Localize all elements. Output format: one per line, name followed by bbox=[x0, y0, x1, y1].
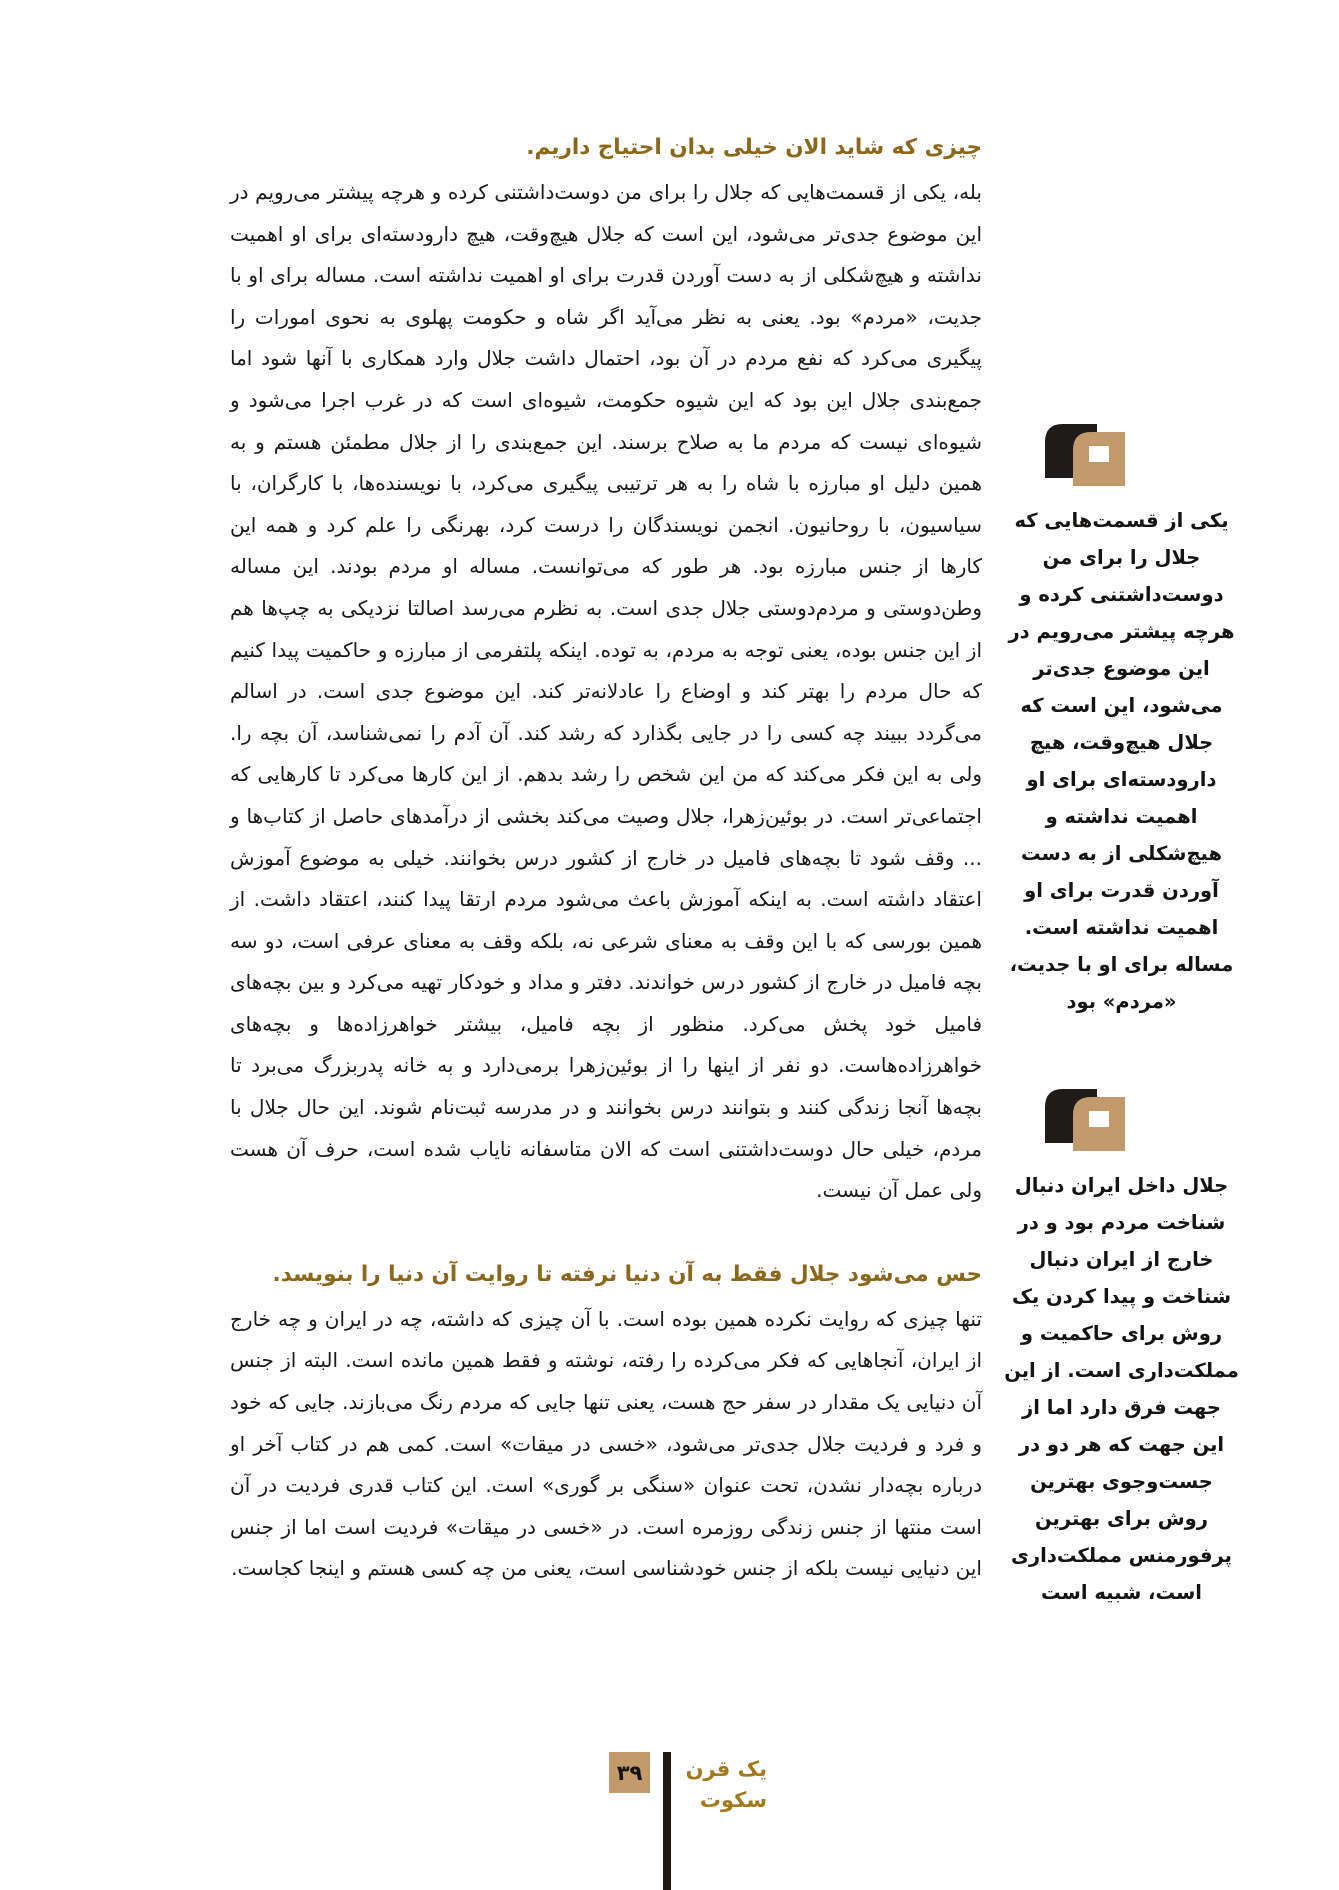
section-body-1: بله، یکی از قسمت‌هایی که جلال را برای من دوست‌داشتنی کرده و هرچه پیشتر می‌رویم در این موضوع جدی‌تر می‌شود، این است که جلال هیچ‌وقت، هیچ دارودسته‌ای برای او اهمیت نداشته و هیچ‌شکلی از به دست آوردن قدرت برای او اهمیت نداشته است. مساله برای او با جدیت، «مردم» بود. یعنی به نظر می‌آید اگر شاه و حکومت پهلوی به نحوی امورات را پیگیری می‌کرد که نفع مردم در آن بود، احتمال داشت جلال وارد همکاری با آنها شود اما جمع‌بندی جلال این بود که این شیوه حکومت، شیوه‌ای است که در غرب اجرا می‌شود و شیوه‌ای نیست که مردم ما به صلاح برسند. این جمع‌بندی را از جلال مطمئن هستم و به همین دلیل او مبارزه با شاه را به هر ترتیبی پیگیری می‌کرد، با نویسنده‌ها، با کارگران، با سیاسیون، با روحانیون. انجمن نویسندگان را درست کرد، بهرنگی را علم کرد و همه این کارها از جنس مبارزه بود. هر طور که می‌توانست. مساله او مردم بودند. این مساله وطن‌دوستی و مردم‌دوستی جلال جدی است. به نظرم می‌رسد اصالتا نزدیکی به چپ‌ها هم از این جنس بوده، یعنی توجه به مردم، به توده. اینکه پلتفرمی از مبارزه و حاکمیت پیدا کنیم که حال مردم را بهتر کند و اوضاع را عادلانه‌تر کند. این موضوع جدی است. در اسالم می‌گردد ببیند چه کسی را در جایی بگذارد که رشد کند. آن آدم را نمی‌شناسد، آن بچه را. ولی به این فکر می‌کند که من این شخص را رشد بدهم. از این کارها می‌کرد تا کارهایی که اجتماعی‌تر است. در بوئین‌زهرا، جلال وصیت می‌کند بخشی از درآمدهای حاصل از کتاب‌ها و ... وقف شود تا بچه‌های فامیل در خارج از کشور درس بخوانند. خیلی به موضوع آموزش اعتقاد داشته است. به اینکه آموزش باعث می‌شود مردم ارتقا پیدا کنند، اعتقاد داشت. از همین بورسی که با این وقف به معنای شرعی نه، بلکه وقف به معنای عرفی است، دو سه بچه فامیل در خارج از کشور درس خواندند. دفتر و مداد و خودکار تهیه می‌کرد و بین بچه‌های فامیل خود پخش می‌کرد. منظور از بچه فامیل، بیشتر خواهرزاده‌ها و بچه‌های خواهرزاده‌هاست. دو نفر از اینها را از بوئین‌زهرا برمی‌دارد و به خانه پدربزرگ می‌برد تا بچه‌ها آنجا زندگی کنند و بتوانند درس بخوانند و در مدرسه ثبت‌نام شوند. این حال جلال با مردم، خیلی حال دوست‌داشتنی است که الان متاسفانه نایاب شده است، حرف آن هست ولی عمل آن نیست. bbox=[230, 180, 982, 1203]
pull-quote-1 bbox=[1003, 424, 1240, 1020]
quote-icon bbox=[1045, 1089, 1125, 1151]
quote-icon bbox=[1045, 424, 1125, 486]
magazine-title-line1: یک قرن bbox=[685, 1757, 767, 1781]
pull-quote-text: جلال داخل ایران دنبال شناخت مردم بود و در خارج از ایران دنبال شناخت و پیدا کردن یک روش برای حاکمیت و مملکت‌داری است. از این جهت فرق دارد اما از این جهت که هر دو در جست‌وجوی بهترین روش برای بهترین پرفورمنس مملکت‌داری است، شبیه است bbox=[1004, 1174, 1239, 1604]
page-number-badge: ۳۹ bbox=[609, 1752, 650, 1793]
section-heading-1: چیزی که شاید الان خیلی بدان احتیاج داریم. bbox=[526, 135, 982, 160]
main-text-column bbox=[230, 131, 982, 1590]
section-body-2: تنها چیزی که روایت نکرده همین بوده است. با آن چیزی که داشته، چه در ایران و چه خارج از ایران، آنجاهایی که فکر می‌کرده را رفته، نوشته و فقط همین مانده است. البته از جنس آن دنیایی یک مقدار در سفر حج هست، یعنی تنها جایی که مردم رنگ می‌بازند. جایی که خود و فرد و فردیت جلال جدی‌تر می‌شود، «خسی در میقات» است. کمی هم در کتاب آخر او درباره بچه‌دار نشدن، تحت عنوان «سنگی بر گوری» است. این کتاب قدری فردیت در آن است منتها از جنس زندگی روزمره است. در «خسی در میقات» فردیت است اما از جنس این دنیایی نیست بلکه از جنس خودشناسی است، یعنی من چه کسی هستم و اینجا کجاست. bbox=[230, 1306, 982, 1581]
pull-quote-2 bbox=[1003, 1089, 1240, 1611]
pull-quote-text: یکی از قسمت‌هایی که جلال را برای من دوست‌داشتنی کرده و هرچه پیشتر می‌رویم در این موضوع جدی‌تر می‌شود، این است که جلال هیچ‌وقت، هیچ دارودسته‌ای برای او اهمیت نداشته و هیچ‌شکلی از به دست آوردن قدرت برای او اهمیت نداشته است. مساله برای او با جدیت، «مردم» بود bbox=[1008, 509, 1235, 1013]
magazine-title-line2: سکوت bbox=[699, 1788, 767, 1812]
magazine-title bbox=[681, 1754, 767, 1816]
section-heading-2: حس می‌شود جلال فقط به آن دنیا نرفته تا روایت آن دنیا را بنویسد. bbox=[272, 1261, 982, 1287]
footer-divider-bar bbox=[663, 1752, 671, 1890]
